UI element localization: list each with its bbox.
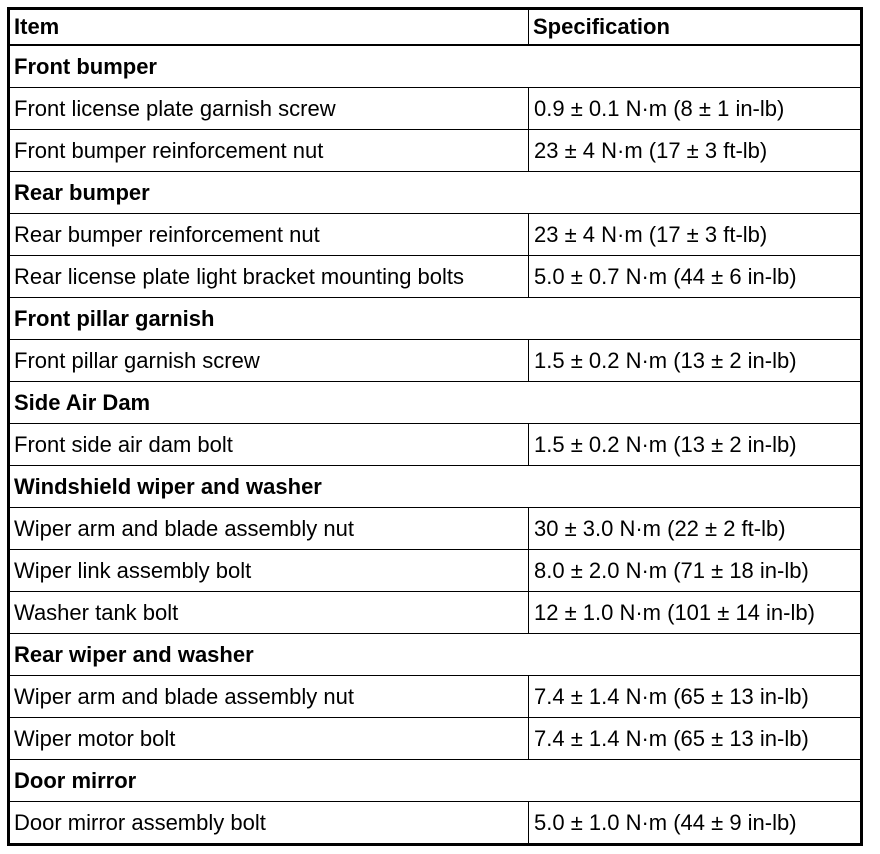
specification-cell: 23 ± 4 N·m (17 ± 3 ft-lb)	[529, 214, 862, 256]
table-row	[9, 256, 862, 298]
item-cell: Door mirror assembly bolt	[9, 802, 529, 845]
table-row	[9, 214, 862, 256]
item-cell: Front pillar garnish screw	[9, 340, 529, 382]
table-row	[9, 802, 862, 845]
section-title: Front pillar garnish	[9, 298, 862, 340]
specification-cell: 23 ± 4 N·m (17 ± 3 ft-lb)	[529, 130, 862, 172]
item-cell: Wiper arm and blade assembly nut	[9, 508, 529, 550]
section-header-row	[9, 760, 862, 802]
specification-cell: 1.5 ± 0.2 N·m (13 ± 2 in-lb)	[529, 340, 862, 382]
specification-cell: 7.4 ± 1.4 N·m (65 ± 13 in-lb)	[529, 676, 862, 718]
section-title: Rear wiper and washer	[9, 634, 862, 676]
header-row	[9, 9, 862, 46]
section-title: Windshield wiper and washer	[9, 466, 862, 508]
item-cell: Washer tank bolt	[9, 592, 529, 634]
item-cell: Front side air dam bolt	[9, 424, 529, 466]
header-item: Item	[9, 9, 529, 46]
table-row	[9, 508, 862, 550]
table-row	[9, 592, 862, 634]
table-body	[9, 45, 862, 845]
specification-cell: 0.9 ± 0.1 N·m (8 ± 1 in-lb)	[529, 88, 862, 130]
torque-spec-table	[7, 7, 863, 846]
specification-cell: 1.5 ± 0.2 N·m (13 ± 2 in-lb)	[529, 424, 862, 466]
table-row	[9, 550, 862, 592]
item-cell: Wiper motor bolt	[9, 718, 529, 760]
table-row	[9, 676, 862, 718]
section-header-row	[9, 298, 862, 340]
table-row	[9, 340, 862, 382]
table-row	[9, 130, 862, 172]
specification-cell: 7.4 ± 1.4 N·m (65 ± 13 in-lb)	[529, 718, 862, 760]
section-header-row	[9, 466, 862, 508]
section-header-row	[9, 172, 862, 214]
table-header	[9, 9, 862, 46]
section-title: Side Air Dam	[9, 382, 862, 424]
section-title: Front bumper	[9, 45, 862, 88]
item-cell: Wiper arm and blade assembly nut	[9, 676, 529, 718]
section-header-row	[9, 382, 862, 424]
item-cell: Front license plate garnish screw	[9, 88, 529, 130]
item-cell: Rear license plate light bracket mounting bolts	[9, 256, 529, 298]
item-cell: Front bumper reinforcement nut	[9, 130, 529, 172]
section-title: Rear bumper	[9, 172, 862, 214]
specification-cell: 30 ± 3.0 N·m (22 ± 2 ft-lb)	[529, 508, 862, 550]
table-row	[9, 718, 862, 760]
item-cell: Rear bumper reinforcement nut	[9, 214, 529, 256]
specification-cell: 5.0 ± 1.0 N·m (44 ± 9 in-lb)	[529, 802, 862, 845]
section-header-row	[9, 634, 862, 676]
item-cell: Wiper link assembly bolt	[9, 550, 529, 592]
section-header-row	[9, 45, 862, 88]
specification-cell: 8.0 ± 2.0 N·m (71 ± 18 in-lb)	[529, 550, 862, 592]
table-row	[9, 88, 862, 130]
table-row	[9, 424, 862, 466]
specification-cell: 12 ± 1.0 N·m (101 ± 14 in-lb)	[529, 592, 862, 634]
section-title: Door mirror	[9, 760, 862, 802]
specification-cell: 5.0 ± 0.7 N·m (44 ± 6 in-lb)	[529, 256, 862, 298]
header-specification: Specification	[529, 9, 862, 46]
